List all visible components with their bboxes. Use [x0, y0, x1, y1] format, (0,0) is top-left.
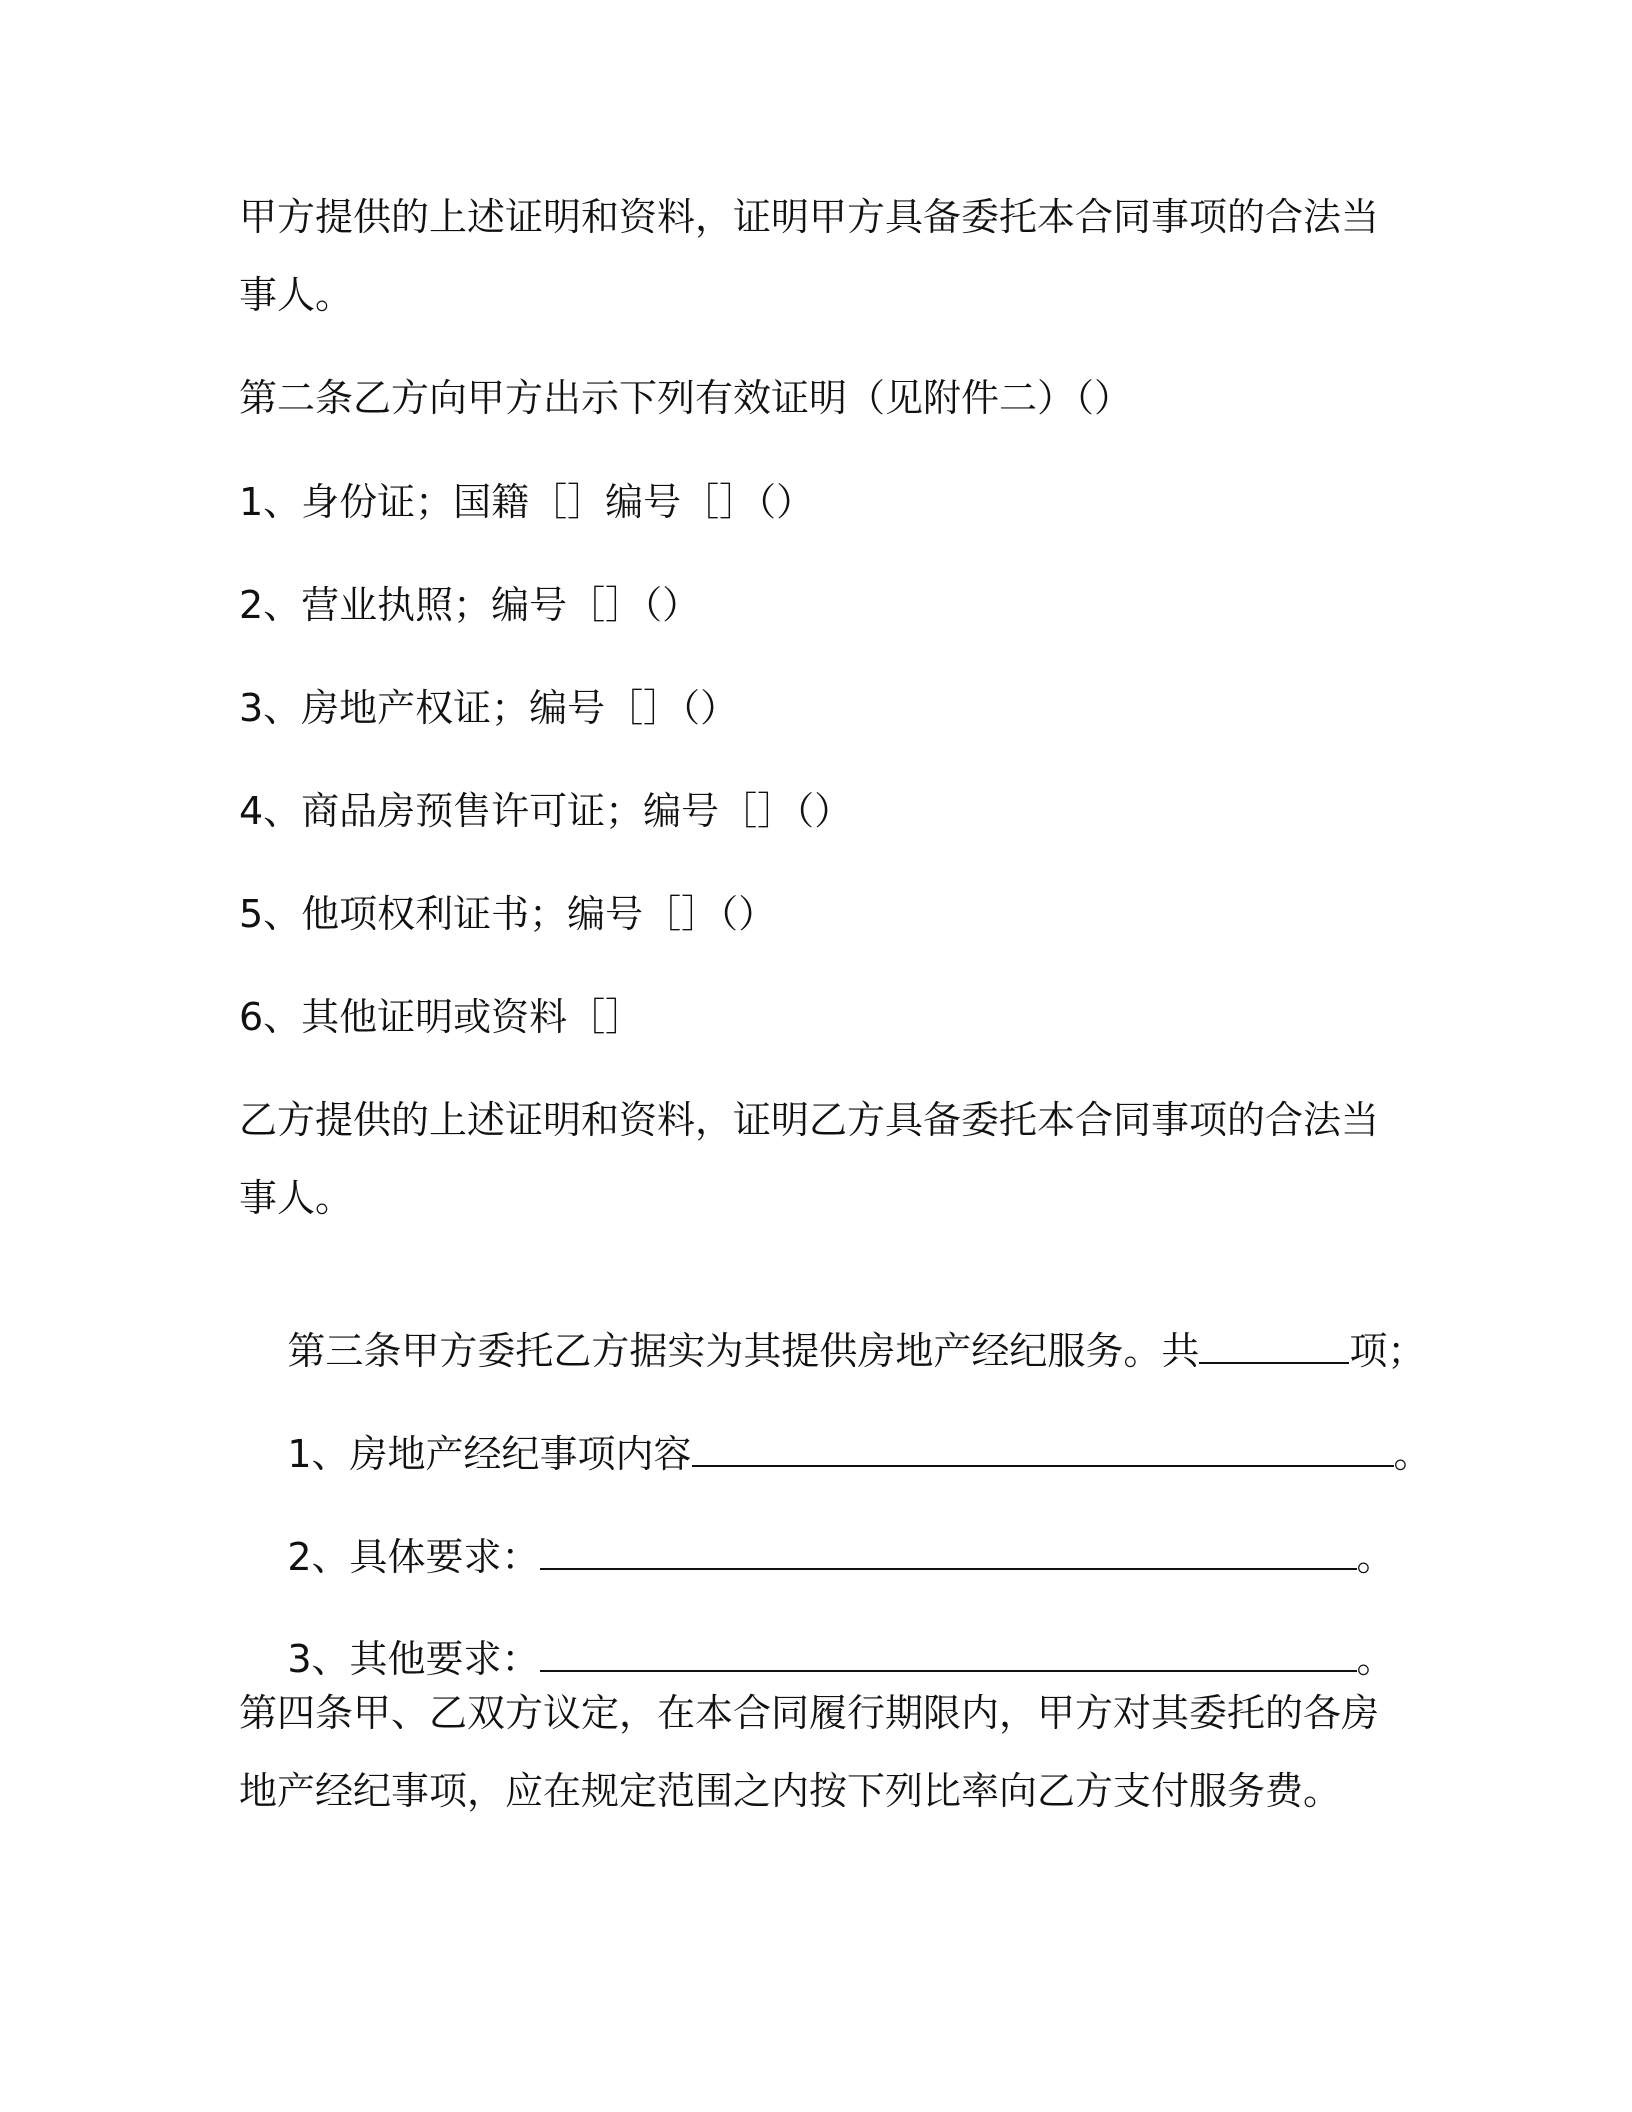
- requirement-1-blank[interactable]: [692, 1429, 1394, 1467]
- article-two-heading: 第二条乙方向甲方出示下列有效证明（见附件二）（）: [239, 376, 1133, 420]
- list-item-other-rights-certificate: 5、他项权利证书；编号［］（）: [239, 892, 777, 936]
- article-three-text: 第三条甲方委托乙方据实为其提供房地产经纪服务。共: [287, 1329, 1200, 1373]
- list-item-id-card: 1、身份证；国籍［］编号［］（）: [239, 480, 815, 524]
- article-three-suffix: 项；: [1349, 1329, 1426, 1373]
- paragraph-party-a-proof-line1: 甲方提供的上述证明和资料，证明甲方具备委托本合同事项的合法当: [239, 195, 1380, 239]
- list-item-presale-permit: 4、商品房预售许可证；编号［］（）: [239, 789, 853, 833]
- list-item-other-documents: 6、其他证明或资料［］: [239, 995, 644, 1039]
- requirement-3-blank[interactable]: [540, 1634, 1357, 1672]
- paragraph-party-b-proof-line2: 事人。: [239, 1176, 354, 1220]
- requirement-1-suffix: 。: [1393, 1432, 1432, 1476]
- item-count-blank[interactable]: [1199, 1326, 1349, 1364]
- paragraph-party-b-proof-line1: 乙方提供的上述证明和资料，证明乙方具备委托本合同事项的合法当: [239, 1098, 1380, 1142]
- requirement-3-label: 3、其他要求：: [287, 1637, 540, 1681]
- article-four-line1: 第四条甲、乙双方议定，在本合同履行期限内，甲方对其委托的各房: [239, 1691, 1380, 1735]
- requirement-3-suffix: 。: [1356, 1637, 1395, 1681]
- list-item-business-license: 2、营业执照；编号［］（）: [239, 583, 701, 627]
- article-four-line2: 地产经纪事项，应在规定范围之内按下列比率向乙方支付服务费。: [239, 1769, 1342, 1813]
- list-item-property-certificate: 3、房地产权证；编号［］（）: [239, 686, 739, 730]
- requirement-2-suffix: 。: [1356, 1535, 1395, 1579]
- requirement-2-label: 2、具体要求：: [287, 1535, 540, 1579]
- paragraph-party-a-proof-line2: 事人。: [239, 273, 354, 317]
- requirement-1-label: 1、房地产经纪事项内容: [287, 1432, 692, 1476]
- requirement-2-blank[interactable]: [540, 1532, 1357, 1570]
